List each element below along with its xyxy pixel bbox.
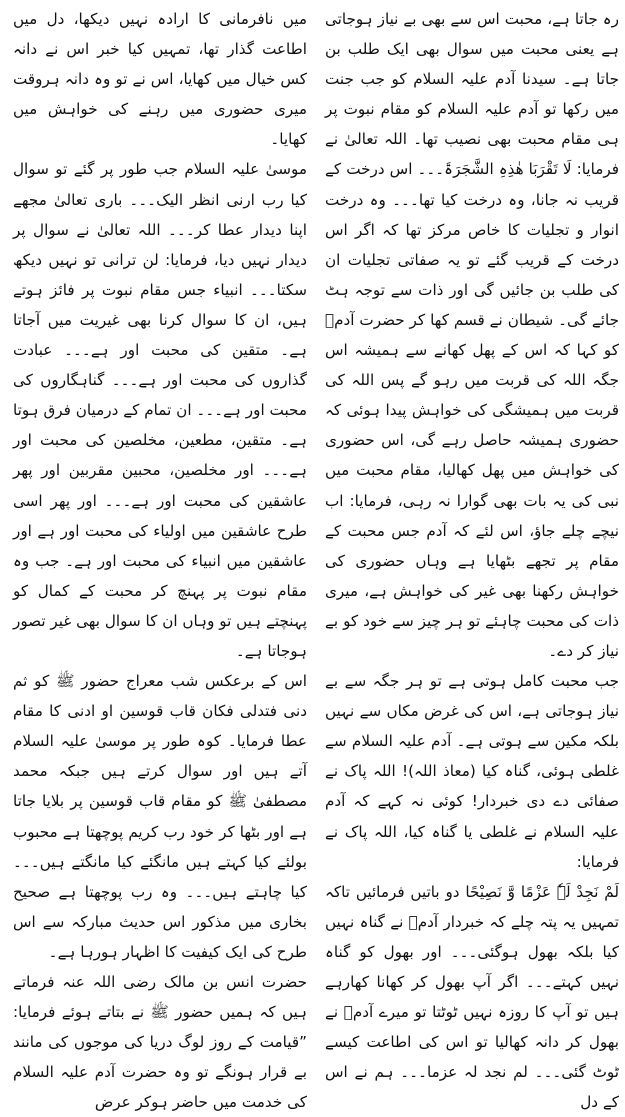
right-column: [325, 4, 619, 1112]
paragraph: میں نافرمانی کا ارادہ نہیں دیکھا، دل میں اطاعت گذار تھا، تمہیں کیا خبر اس نے دانہ کس خیال میں کھایا، اس نے تو وہ دانہ ہروقت میری حضوری میں رہنے کی خواہش میں کھایا۔: [13, 10, 307, 149]
left-column: [13, 4, 307, 1112]
paragraph: موسیٰ علیہ السلام جب طور پر گئے تو سوال کیا رب ارنی انظر الیک۔۔۔ باری تعالیٰ مجھے اپنا دیدار عطا کر۔۔۔ اللہ تعالیٰ نے سوال پر دیدار نہیں دیا، فرمایا: لن ترانی تو نہیں دیکھ سکتا۔۔۔ انبیاء جس مقام نبوت پر فائز ہوتے ہیں، ان کا سوال کرنا بھی غیریت میں آجاتا ہے۔ متقین کی محبت اور ہے۔۔۔ عبادت گذاروں کی محبت اور ہے۔۔۔ گناہگاروں کی محبت اور ہے۔۔۔ ان تمام کے درمیان فرق ہوتا ہے۔ متقین، مطعین، مخلصین کی محبت اور ہے۔۔۔ اور مخلصین، محبین مقربین اور پھر عاشقین کی محبت اور ہے۔۔۔ اور پھر اسی طرح عاشقین میں اولیاء کی محبت اور ہے اور عاشقین میں انبیاء کی محبت اور ہے۔ جب وہ مقام نبوت پر پہنچ کر محبت کے کمال کو پہنچتے ہیں تو وہاں ان کا سوال بھی غیر تصور ہوجاتا ہے۔: [13, 160, 307, 660]
paragraph: جب محبت کامل ہوتی ہے تو ہر جگہ سے بے نیاز ہوجاتی ہے، اس کی غرض مکاں سے نہیں بلکہ مکین سے ہوتی ہے۔ آدم علیہ السلام سے غلطی ہوئی، گناہ کیا (معاذ اللہ)! اللہ پاک نے صفائی دے دی خبردار! کوئی نہ کہے کہ آدم علیہ السلام نے غلطی یا گناہ کیا، اللہ پاک نے فرمایا:: [325, 672, 619, 871]
paragraph: حضرت انس بن مالک رضی اللہ عنہ فرماتے ہیں کہ ہمیں حضور ﷺ نے بتاتے ہوئے فرمایا: ”قیامت کے روز لوگ دریا کی موجوں کی مانند بے قرار ہونگے تو وہ حضرت آدم علیہ السلام کی خدمت میں حاضر ہوکر عرض: [13, 973, 307, 1112]
paragraph: رہ جاتا ہے، محبت اس سے بھی بے نیاز ہوجاتی ہے یعنی محبت میں سوال بھی ایک طلب بن جاتا ہے۔ سیدنا آدم علیہ السلام کو جب جنت میں رکھا تو آدم علیہ السلام کو مقام نبوت پر ہی مقام محبت بھی نصیب تھا۔ اللہ تعالیٰ نے فرمایا: لَا تَقْرَبَا ھٰذِہِ الشَّجَرَۃَ۔۔۔ اس درخت کے قریب نہ جانا، وہ درخت کیا تھا۔۔۔ وہ درخت انوار و تجلیات کا خاص مرکز تھا کہ اگر اس درخت کے قریب گئے تو یہ صفاتی تجلیات ان کی طلب بن جائیں گی اور ذات سے توجہ ہٹ جائے گی۔ شیطان نے قسم کھا کر حضرت آدمؑ کو کہا کہ اس کے پھل کھانے سے ہمیشہ اس جگہ اللہ کی قربت میں رہو گے پس اللہ کی قربت میں ہمیشگی کی خواہش پیدا ہوئی کہ حضوری ہمیشہ حاصل رہے گی، اس حضوری کی خواہش میں پھل کھالیا، مقام محبت میں نبی کی یہ بات بھی گوارا نہ رہی، فرمایا: اب نیچے چلے جاؤ، اس لئے کہ آدم جس محبت کے مقام پر تجھے بٹھایا ہے وہاں حضوری کی خواہش رکھنا بھی غیر کی خواہش ہے، میری ذات کی محبت چاہئے تو ہر چیز سے خود کو بے نیاز کر دے۔: [325, 10, 619, 660]
paragraph: اس کے برعکس شب معراج حضور ﷺ کو ثم دنی فتدلی فکان قاب قوسین او ادنی کا مقام عطا فرمایا۔ کوہ طور پر موسیٰ علیہ السلام آتے ہیں اور سوال کرتے ہیں جبکہ محمد مصطفیٰ ﷺ کو مقام قاب قوسین پر بلایا جاتا ہے اور بٹھا کر خود رب کریم پوچھتا ہے محبوب بولئے کیا کہتے ہیں مانگئے کیا مانگتے ہیں۔۔۔ کیا چاہتے ہیں۔۔۔ وہ رب پوچھتا ہے صحیح بخاری میں مذکور اس حدیث مبارکہ سے اس طرح کی ایک کیفیت کا اظہار ہورہا ہے۔: [13, 672, 307, 961]
paragraph: لَمْ نَجِدْ لَہٗ عَزْمًا وَّ نَصِیْحًا دو باتیں فرمائیں تاکہ تمہیں یہ پتہ چلے کہ خبردار آدمؑ نے گناہ نہیں کیا بلکہ بھول ہوگئی۔۔۔ اور بھول کو گناہ نہیں کہتے۔۔۔ اگر آپ بھول کر کھانا کھارہے ہیں تو آپ کا روزہ نہیں ٹوٹتا تو میرے آدمؑ نے بھول کر دانہ کھالیا تو اس کی اطاعت کیسے ٹوٹ گئی۔۔۔ لم نجد لہ عزما۔۔۔ ہم نے اس کے دل: [325, 882, 619, 1112]
